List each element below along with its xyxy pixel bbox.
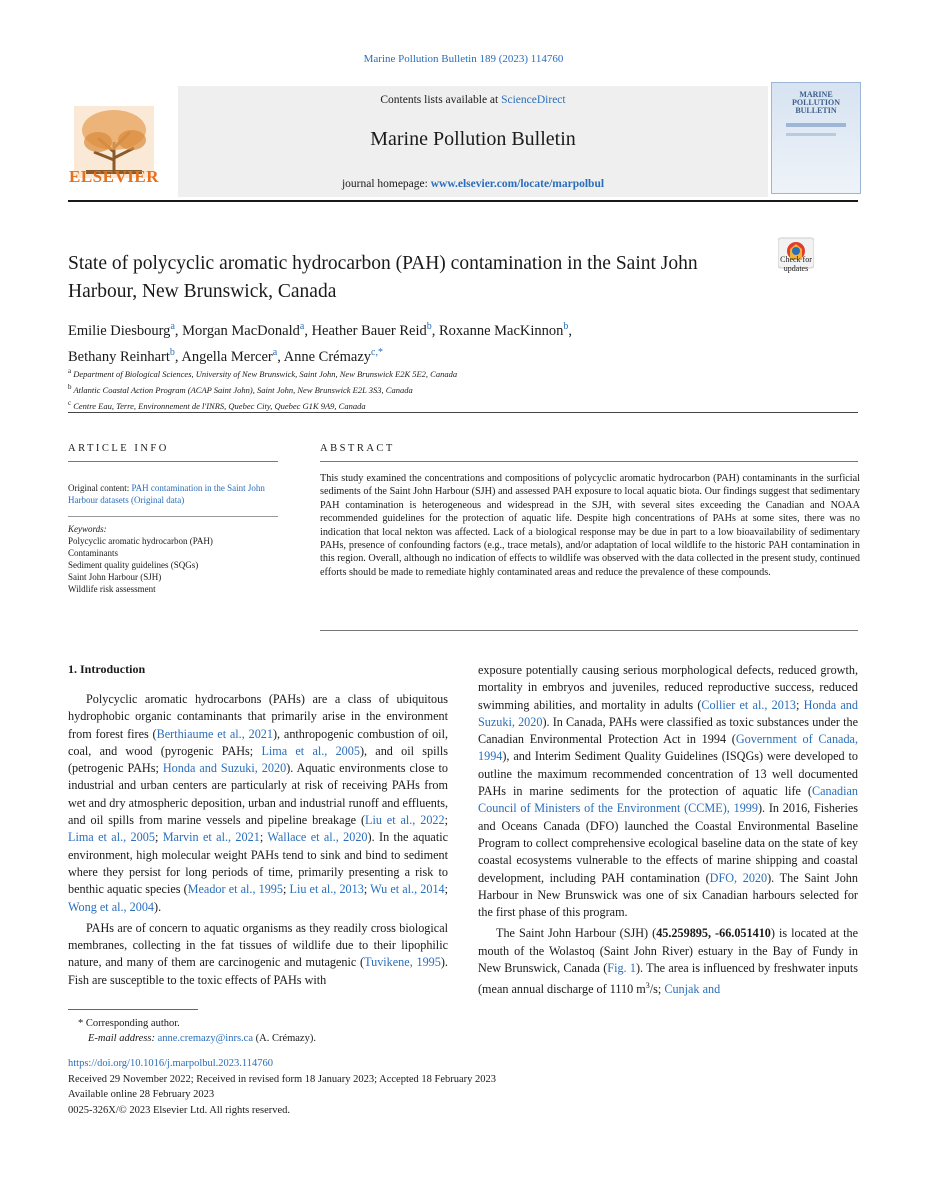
affiliation: $^b$ Atlantic Coastal Action Program (ACAP Saint John), Saint John, New Brunswick E2L 3S3, Canada	[68, 382, 413, 395]
publisher-name: ELSEVIER	[69, 167, 159, 186]
keywords-label: Keywords:	[68, 524, 107, 534]
citation-link[interactable]: Government of Canada, 1994	[478, 732, 858, 764]
original-content: Original content: PAH contamination in the Saint John Harbour datasets (Original data)	[68, 483, 265, 505]
citation-link[interactable]: Lima et al., 2005	[68, 830, 155, 845]
citation-link[interactable]: Liu et al., 2022	[365, 813, 445, 828]
author-list: Emilie Diesbourg$^a$, Morgan MacDonald$^a$, Heather Bauer Reid$^b$, Roxanne MacKinnon$^b$, Bethany Reinhart$^b$, Angella Mercer$^a$, Anne Crémazy$^{c,*}$	[68, 321, 573, 365]
sciencedirect-link[interactable]: ScienceDirect	[501, 94, 566, 106]
section-rule	[320, 461, 858, 462]
figure-link[interactable]: Fig. 1	[607, 961, 636, 976]
doi-link[interactable]: https://doi.org/10.1016/j.marpolbul.2023.114760	[68, 1058, 274, 1069]
journal-title: Marine Pollution Bulletin	[370, 128, 576, 150]
affiliation: $^a$ Department of Biological Sciences, University of New Brunswick, Saint John, New Brunswick E2K 5E2, Canada	[68, 367, 458, 379]
citation-link[interactable]: Liu et al., 2013	[289, 882, 364, 897]
citation-link[interactable]: Honda and Suzuki, 2020	[162, 761, 287, 776]
journal-homepage-link[interactable]: www.elsevier.com/locate/marpolbul	[430, 178, 605, 190]
email-note: E-mail address: anne.cremazy@inrs.ca (A. Crémazy).	[88, 1033, 316, 1044]
author[interactable]: Emilie Diesbourg$^a$	[68, 321, 175, 339]
citation-link[interactable]: Wu et al., 2014	[370, 882, 445, 897]
article-info-heading: ARTICLE INFO	[68, 443, 169, 454]
original-data-link[interactable]: PAH contamination in the Saint John Harbour datasets (Original data)	[68, 483, 265, 505]
available-online: Available online 28 February 2023	[68, 1089, 215, 1100]
keyword: Contaminants	[68, 548, 118, 558]
masthead-rule	[68, 200, 858, 202]
author[interactable]: Heather Bauer Reid$^b$	[311, 321, 432, 339]
running-head[interactable]: Marine Pollution Bulletin 189 (2023) 114760	[363, 53, 564, 65]
citation-link[interactable]: Collier et al., 2013	[701, 697, 797, 712]
cover-title: MARINE POLLUTION BULLETIN	[791, 90, 840, 115]
body-column-left	[68, 691, 448, 989]
citation-link[interactable]: Honda and Suzuki, 2020	[478, 697, 858, 729]
citation-link[interactable]: Wallace et al., 2020	[267, 830, 368, 845]
keyword: Saint John Harbour (SJH)	[68, 572, 162, 582]
citation-link[interactable]: Berthiaume et al., 2021	[156, 726, 273, 741]
copyright: 0025-326X/© 2023 Elsevier Ltd. All rights reserved.	[68, 1104, 291, 1116]
citation-link[interactable]: Lima et al., 2005	[261, 743, 360, 758]
paragraph: The Saint John Harbour (SJH) (45.259895, -66.051410) is located at the mouth of the Wolastoq (Saint John River) estuary in the Bay of Fundy in New Brunswick, Canada (Fig. 1). The area is influenced by freshwater inputs (mean annual discharge of 1110 $m^3/s$; Cunjak and	[478, 926, 859, 997]
citation-link[interactable]: Canadian Council of Ministers of the Environment (CCME), 1999	[478, 784, 858, 816]
received-dates: Received 29 November 2022; Received in revised form 18 January 2023; Accepted 18 February 2023	[68, 1073, 497, 1085]
keyword: Polycyclic aromatic hydrocarbon (PAH)	[68, 536, 213, 546]
cover-decoration	[786, 133, 836, 136]
author[interactable]: Angella Mercer$^a$	[181, 346, 278, 365]
journal-masthead	[68, 82, 888, 197]
journal-header-box	[178, 86, 768, 197]
author[interactable]: Bethany Reinhart$^b$	[68, 346, 175, 365]
abstract-heading: ABSTRACT	[320, 443, 395, 454]
citation-link[interactable]: Meador et al., 1995	[187, 882, 283, 897]
footnote-rule	[68, 1009, 198, 1010]
cover-decoration	[786, 123, 846, 127]
homepage-line: journal homepage: www.elsevier.com/locate/marpolbul	[341, 178, 605, 190]
article-title: State of polycyclic aromatic hydrocarbon (PAH) contamination in the Saint John Harbour, New Brunswick, Canada	[68, 253, 698, 302]
paragraph: PAHs are of concern to aquatic organisms as they readily cross biological membranes, collecting in the fat tissues of wildlife due to their lipophilic nature, and many of them are carcinogenic and mutagenic (Tuvikene, 1995). Fish are susceptible to the toxic effects of PAHs with	[68, 920, 448, 987]
author[interactable]: Roxanne MacKinnon$^b$	[438, 321, 569, 339]
keyword: Wildlife risk assessment	[68, 584, 156, 594]
section-rule	[68, 516, 278, 517]
corresponding-author-note: * Corresponding author.	[78, 1018, 180, 1029]
footnotes	[68, 1016, 568, 1046]
citation-link[interactable]: DFO, 2020	[709, 870, 768, 885]
affiliations	[68, 365, 828, 412]
paragraph: exposure potentially causing serious morphological defects, reduced growth, mortality in embryos and juveniles, reduced reproductive success, reduced swimming abilities, and mortality in adults (Collier et al., 2013; Honda and Suzuki, 2020). In Canada, PAHs were classified as toxic substances under the Canadian Environmental Protection Act in 1994 (Government of Canada, 1994), and Interim Sediment Quality Guidelines (ISQGs) were developed to outline the maximum recommended concentration of 13 well documented PAHs in marine sediments for the protection of aquatic life (Canadian Council of Ministers of the Environment (CCME), 1999). In 2016, Fisheries and Oceans Canada (DFO) launched the Coastal Environmental Baseline Program to collect comprehensive ecological baseline data on the state of key coastal ecosystems vulnerable to the effects of marine shipping and coastal development, including PAH contamination (DFO, 2020). The Saint John Harbour in New Brunswick was one of six Canadian harbours selected for the first phase of this program.	[478, 663, 859, 920]
email-link[interactable]: anne.cremazy@inrs.ca	[157, 1033, 253, 1044]
introduction-heading: 1. Introduction	[68, 662, 146, 676]
citation-link[interactable]: Tuvikene, 1995	[364, 955, 441, 970]
contents-line: Contents lists available at ScienceDirect	[380, 94, 566, 106]
author[interactable]: Morgan MacDonald$^a$	[182, 321, 305, 339]
citation-link[interactable]: Cunjak and	[664, 982, 721, 997]
article-info	[68, 462, 278, 595]
affiliation: $^c$ Centre Eau, Terre, Environnement de l'INRS, Quebec City, Quebec G1K 9A9, Canada	[68, 398, 366, 411]
citation-link[interactable]: Marvin et al., 2021	[162, 830, 260, 845]
journal-cover-thumbnail[interactable]	[771, 82, 861, 194]
citation-link[interactable]: Wong et al., 2004	[68, 899, 155, 914]
author[interactable]: Anne Crémazy$^{c,*}$	[283, 346, 383, 365]
publication-info	[68, 1056, 668, 1118]
body-column-right	[478, 662, 858, 999]
section-rule	[320, 630, 858, 631]
paragraph: Polycyclic aromatic hydrocarbons (PAHs) are a class of ubiquitous hydrophobic organic contaminants that primarily arise in the environment from forest fires (Berthiaume et al., 2021), anthropogenic combustion of oil, coal, and wood (pyrogenic PAHs; Lima et al., 2005), and oil spills (petrogenic PAHs; Honda and Suzuki, 2020). Aquatic environments close to industrial and urban centers are particularly at risk of receiving PAHs from wet and dry atmospheric deposition, urban and industrial runoff and effluents, and oil spills from marine vessels and pipeline breakage (Liu et al., 2022; Lima et al., 2005; Marvin et al., 2021; Wallace et al., 2020). In the aquatic environment, high molecular weight PAHs tend to sink and bind to sediment where they persist for long periods of time, primarily presenting a risk to benthic aquatic species (Meador et al., 1995; Liu et al., 2013; Wu et al., 2014; Wong et al., 2004).	[68, 692, 449, 914]
section-rule	[68, 412, 858, 413]
keyword: Sediment quality guidelines (SQGs)	[68, 560, 199, 570]
crossmark-label[interactable]: Check for updates	[780, 255, 812, 273]
abstract-text: This study examined the concentrations and compositions of polycyclic aromatic hydrocarbon (PAH) contaminants in the surficial sediments of the Saint John Harbour (SJH) and assessed PAH exposure to local aquatic biota. Our findings suggest that sedimentary PAH contamination is heterogeneous and widespread in the SJH, with several sites exceeding the Canadian and NOAA recommended guidelines for the protection of aquatic life. Despite high concentrations of PAHs at some sites, there was no indication that local nekton was affected. Lack of a biological response may be due in part to a low bioavailability of sedimentary PAHs, presence of confounding factors (e.g., trace metals), and/or adaptation of local wildlife to the historic PAH contamination in this region. Overall, although no indication of effects to wildlife was observed with the data collected in the present study, continued efforts should be made to remediate highly contaminated areas and reduce the prevalence of these compounds.	[320, 473, 860, 578]
